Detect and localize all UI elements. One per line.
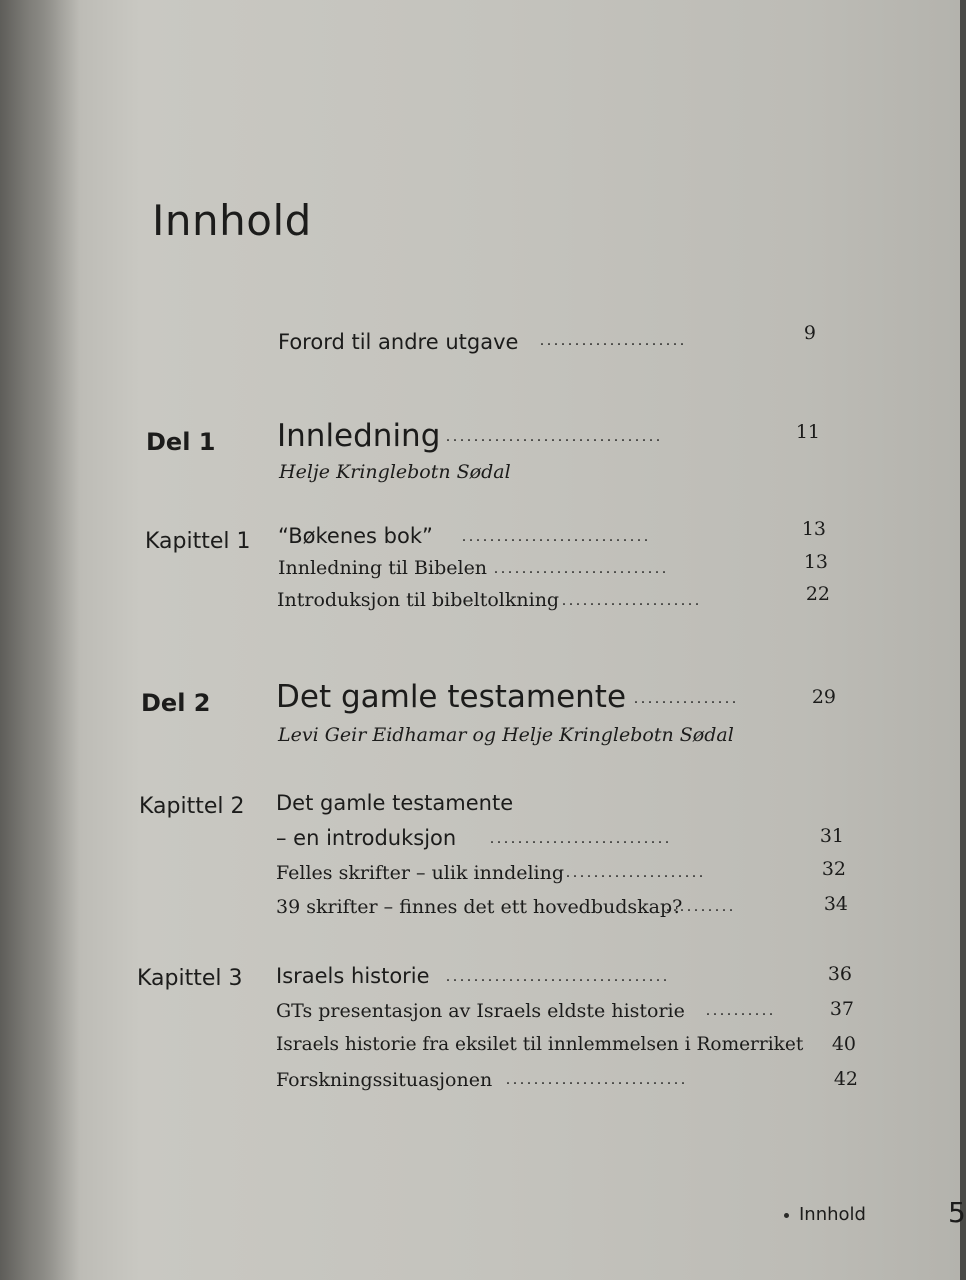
- page-number: 5: [948, 1196, 966, 1229]
- preface-title: Forord til andre utgave: [278, 330, 519, 354]
- leader-dots: ..........: [706, 1002, 776, 1019]
- toc-entry: 39 skrifter – finnes det ett hovedbudskap?: [276, 896, 683, 918]
- leader-dots: ................................: [446, 968, 670, 985]
- toc-entry: Israels historie fra eksilet til innlemmelsen i Romerriket: [276, 1034, 804, 1055]
- chapter3-page: 36: [827, 963, 852, 985]
- leader-dots: ..........: [666, 898, 736, 915]
- toc-entry-page: 42: [833, 1068, 858, 1090]
- chapter2-page: 31: [819, 825, 844, 847]
- leader-dots: ...............: [634, 690, 739, 707]
- part1-label: Del 1: [146, 428, 216, 456]
- chapter2-label: Kapittel 2: [139, 794, 245, 819]
- chapter1-page: 13: [801, 518, 826, 540]
- toc-entry: Introduksjon til bibeltolkning: [277, 589, 560, 611]
- part2-page: 29: [811, 686, 836, 708]
- toc-entry: GTs presentasjon av Israels eldste historie: [276, 1000, 685, 1022]
- running-head: Innhold: [799, 1204, 866, 1225]
- part1-title: Innledning: [277, 418, 441, 454]
- running-footer: [784, 1204, 866, 1225]
- part1-page: 11: [795, 421, 820, 443]
- toc-entry: Innledning til Bibelen: [278, 557, 488, 579]
- leader-dots: ...........................: [462, 528, 651, 545]
- toc-entry-page: 22: [805, 583, 830, 605]
- chapter2-title-line2: – en introduksjon: [276, 826, 457, 850]
- part2-label: Del 2: [141, 689, 211, 717]
- chapter2-title-line1: Det gamle testamente: [276, 791, 514, 815]
- toc-entry-page: 34: [823, 893, 848, 915]
- chapter1-title: “Bøkenes bok”: [278, 524, 433, 548]
- toc-entry-page: 40: [831, 1033, 856, 1055]
- book-gutter: [0, 0, 80, 1280]
- toc-entry: Forskningssituasjonen: [276, 1069, 493, 1091]
- leader-dots: .........................: [494, 560, 669, 577]
- leader-dots: ..........................: [490, 830, 672, 847]
- leader-dots: .....................: [540, 332, 687, 349]
- chapter3-label: Kapittel 3: [137, 966, 243, 991]
- part2-author: Levi Geir Eidhamar og Helje Kringlebotn Sødal: [278, 724, 734, 746]
- page-title: Innhold: [152, 196, 312, 245]
- toc-entry-page: 37: [829, 998, 854, 1020]
- part2-title: Det gamle testamente: [276, 679, 627, 715]
- preface-page: 9: [803, 322, 816, 344]
- leader-dots: ...............................: [446, 428, 663, 445]
- toc-entry: Felles skrifter – ulik inndeling: [276, 862, 565, 884]
- chapter3-title: Israels historie: [276, 964, 430, 988]
- leader-dots: ....................: [562, 592, 702, 609]
- toc-entry-page: 32: [821, 858, 846, 880]
- chapter1-label: Kapittel 1: [145, 529, 251, 554]
- part1-author: Helje Kringlebotn Sødal: [279, 461, 511, 483]
- leader-dots: ..........................: [506, 1071, 688, 1088]
- bullet-icon: [784, 1213, 789, 1218]
- toc-entry-page: 13: [803, 551, 828, 573]
- leader-dots: ....................: [566, 864, 706, 881]
